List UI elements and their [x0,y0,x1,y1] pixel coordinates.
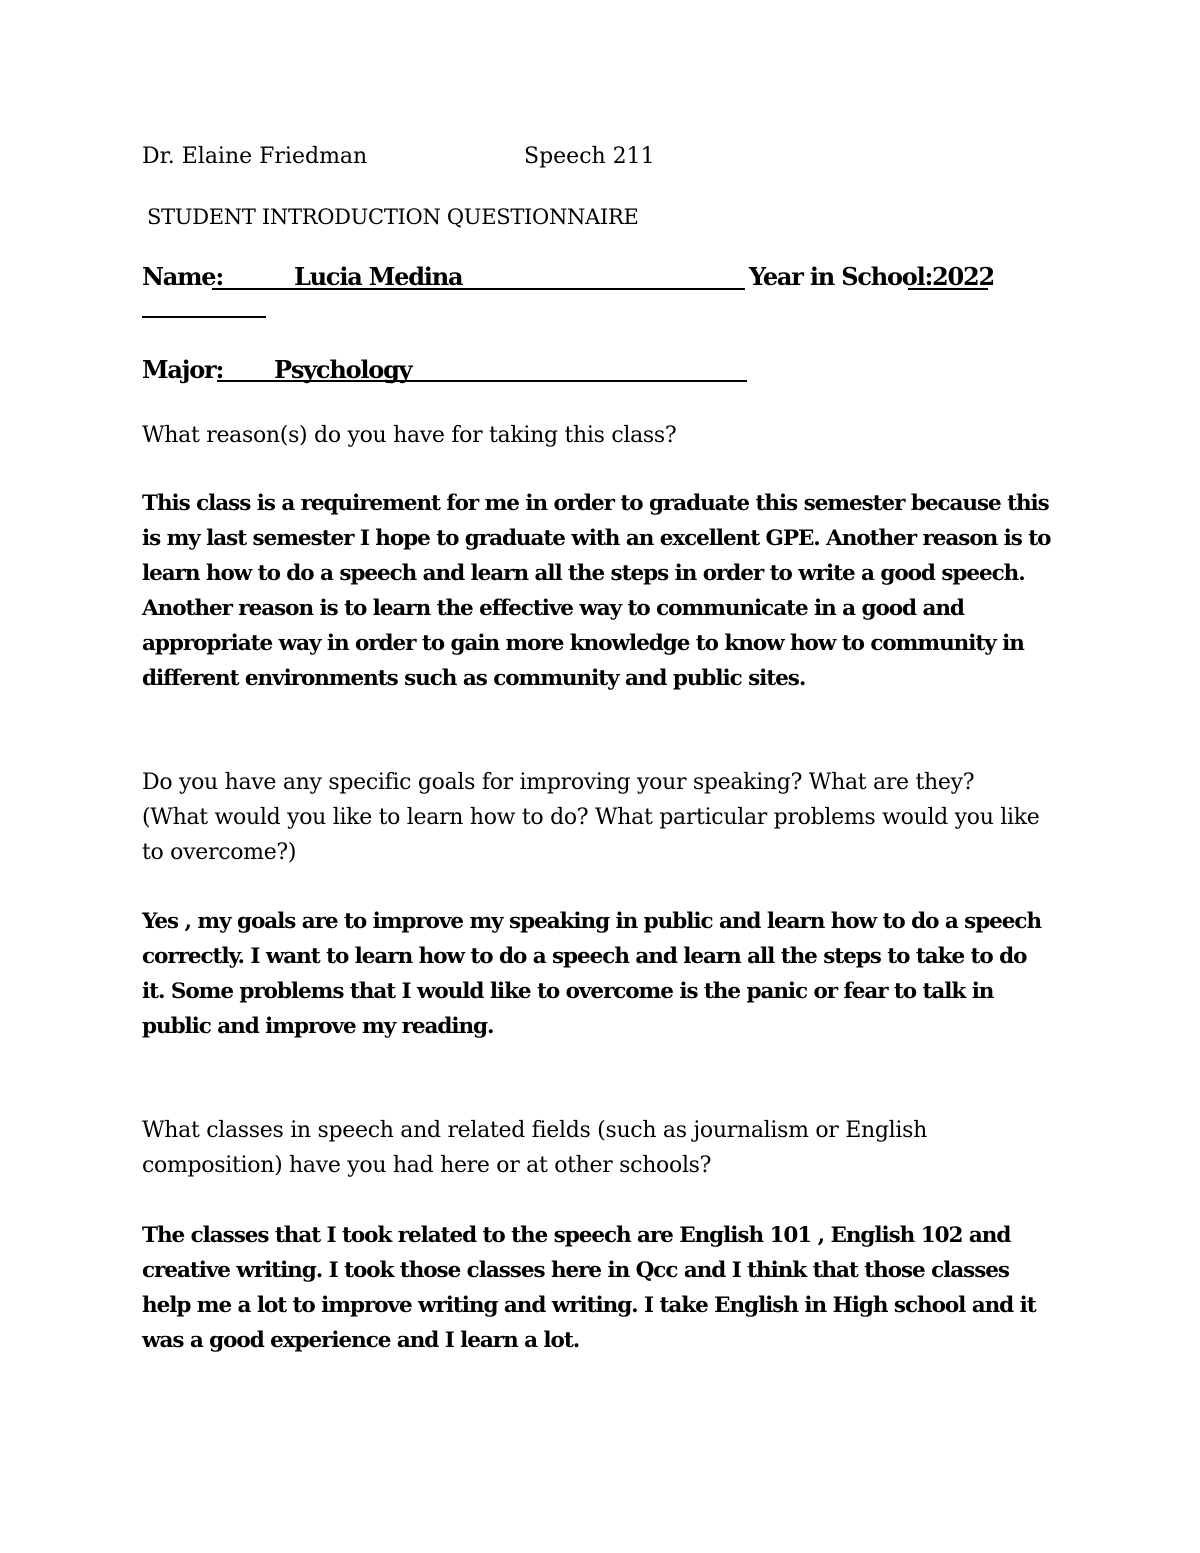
year-value: 2022 [932,262,994,291]
course-name: Speech 211 [524,144,655,169]
year-label: Year in School: [749,262,933,291]
question-1: What reason(s) do you have for taking this class? [142,423,677,448]
year-underline-continued [142,316,266,318]
name-label: Name: [142,262,224,291]
document-title: STUDENT INTRODUCTION QUESTIONNAIRE [147,205,639,229]
name-value: Lucia Medina [294,262,463,291]
major-label: Major: [142,355,224,384]
question-2: Do you have any specific goals for improving your speaking? What are they? (What would you like to learn how to do? What particular problems would you like to overcome?) [142,770,1040,865]
question-3: What classes in speech and related fields (such as journalism or English composition) have you had here or at other schools? [142,1118,927,1178]
instructor-name: Dr. Elaine Friedman [142,144,368,169]
answer-1: This class is a requirement for me in order to graduate this semester because this is my last semester I hope to graduate with an excellent GPE. Another reason is to learn how to do a speech and learn all the steps in order to write a good speech. Another reason is to learn the effective way to communicate in a good and appropriate way in order to gain more knowledge to know how to community in different environments such as community and public sites. [142,491,1051,691]
answer-2: Yes , my goals are to improve my speaking in public and learn how to do a speech correctly. I want to learn how to do a speech and learn all the steps to take to do it. Some problems that I would like to overcome is the panic or fear to talk in public and improve my reading. [142,909,1042,1039]
answer-3: The classes that I took related to the speech are English 101 , English 102 and creative writing. I took those classes here in Qcc and I think that those classes help me a lot to improve writing and writing. I take English in High school and it was a good experience and I learn a lot. [142,1223,1036,1353]
major-value: Psychology [274,355,412,384]
name-underline [212,288,745,290]
